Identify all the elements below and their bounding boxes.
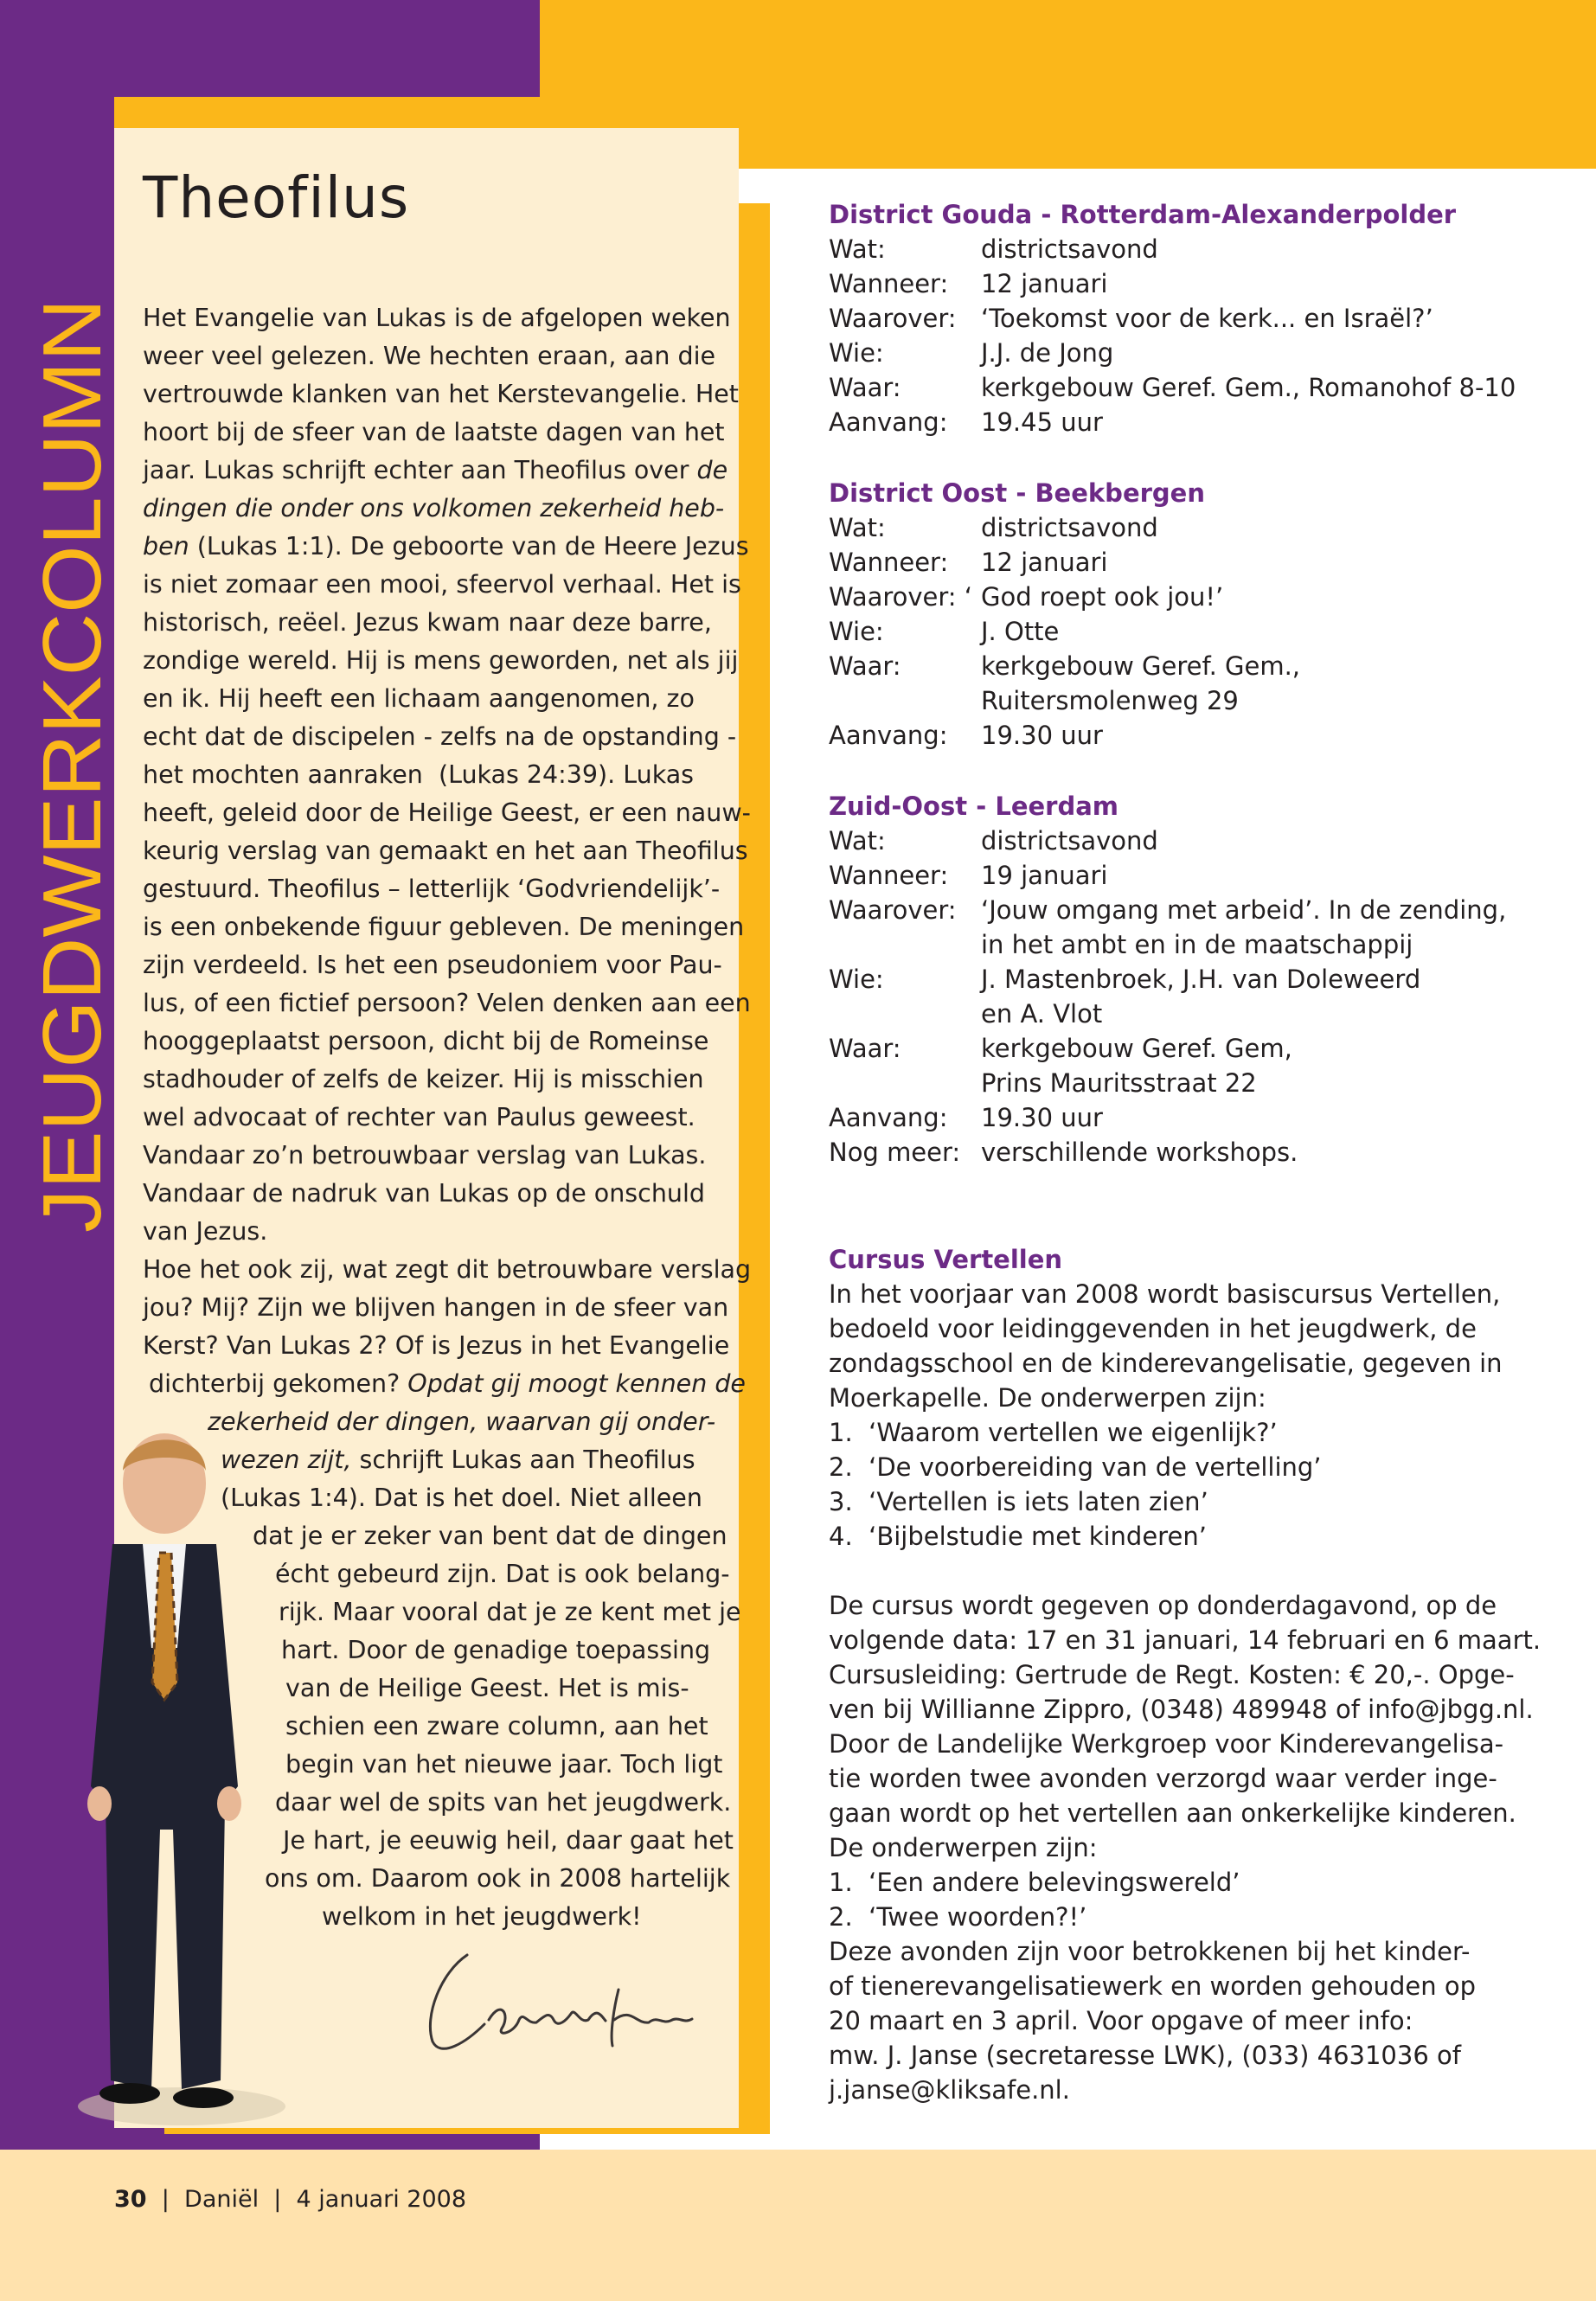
event-label: Waar:	[829, 1034, 901, 1063]
article-quote: zekerheid der dingen, waarvan gij onder-	[208, 1407, 716, 1436]
article-line: ons om. Daarom ook in 2008 hartelijk	[265, 1864, 731, 1893]
event-value: J. Mastenbroek, J.H. van Doleweerd	[981, 965, 1421, 994]
event-value: Ruitersmolenweg 29	[981, 686, 1239, 715]
event-value: en A. Vlot	[981, 999, 1103, 1029]
cursus-line: volgende data: 17 en 31 januari, 14 februari en 6 maart.	[829, 1625, 1542, 1655]
cursus-line: mw. J. Janse (secretaresse LWK), (033) 4631036 of	[829, 2041, 1461, 2070]
event-value: 19 januari	[981, 861, 1108, 890]
event-title: District Gouda - Rotterdam-Alexanderpolder	[829, 200, 1457, 229]
event-value: 19.45 uur	[981, 407, 1103, 437]
event-value: Prins Mauritsstraat 22	[981, 1068, 1257, 1098]
cursus-title: Cursus Vertellen	[829, 1245, 1063, 1274]
person-photo	[52, 1423, 277, 2132]
article-line: van Jezus.	[143, 1217, 268, 1246]
article-text: schrijft Lukas aan Theofilus	[351, 1445, 695, 1474]
cursus-line: De cursus wordt gegeven op donderdagavond, op de	[829, 1591, 1497, 1620]
article-line: gestuurd. Theofilus – letterlijk ‘Godvriendelijk’-	[143, 875, 721, 903]
event-label: Waarover:	[829, 895, 957, 925]
article-line: zijn verdeeld. Is het een pseudoniem voor Pau-	[143, 951, 722, 979]
article-line: dat je er zeker van bent dat de dingen	[253, 1522, 727, 1550]
column-label	[26, 298, 119, 1233]
article-line: Vandaar zo’n betrouwbaar verslag van Lukas.	[143, 1141, 707, 1170]
article-line: daar wel de spits van het jeugdwerk.	[275, 1788, 732, 1817]
cursus-line: bedoeld voor leidinggevenden in het jeugdwerk, de	[829, 1314, 1477, 1343]
article-quote: ben	[143, 532, 189, 561]
cursus-line: De onderwerpen zijn:	[829, 1833, 1098, 1862]
event-value: districtsavond	[981, 513, 1158, 542]
article-line: het mochten aanraken (Lukas 24:39). Lukas	[143, 760, 695, 789]
article-line: Kerst? Van Lukas 2? Of is Jezus in het Evangelie	[143, 1331, 730, 1360]
article-line: Hoe het ook zij, wat zegt dit betrouwbare verslag	[143, 1255, 752, 1284]
cursus-line: zondagsschool en de kinderevangelisatie, gegeven in	[829, 1349, 1503, 1378]
event-label: Aanvang:	[829, 1103, 948, 1132]
article-line: lus, of een fictief persoon? Velen denken aan een	[143, 989, 751, 1017]
page-footer	[114, 2186, 466, 2213]
event-value: J. Otte	[981, 617, 1060, 646]
article-line: van de Heilige Geest. Het is mis-	[285, 1674, 689, 1702]
cursus-line: 2. ‘De voorbereiding van de vertelling’	[829, 1452, 1322, 1482]
event-value: kerkgebouw Geref. Gem., Romanohof 8-10	[981, 373, 1516, 402]
article-line: hoort bij de sfeer van de laatste dagen van het	[143, 418, 725, 446]
magazine-name: Daniël	[184, 2186, 260, 2213]
event-value: districtsavond	[981, 826, 1158, 856]
article-line	[149, 1365, 746, 1403]
event-label: Waar:	[829, 651, 901, 681]
article-line: historisch, reëel. Jezus kwam naar deze barre,	[143, 608, 712, 637]
event-value: ‘Toekomst voor de kerk... en Israël?’	[981, 304, 1433, 333]
article-line: écht gebeurd zijn. Dat is ook belang-	[275, 1560, 730, 1588]
article-line: is een onbekende figuur gebleven. De meningen	[143, 913, 745, 941]
article-line: zondige wereld. Hij is mens geworden, net als jij	[143, 646, 739, 675]
cursus-line: 3. ‘Vertellen is iets laten zien’	[829, 1487, 1208, 1516]
cursus-line: ven bij Willianne Zippro, (0348) 489948 of info@jbgg.nl.	[829, 1695, 1534, 1724]
article-line: wel advocaat of rechter van Paulus geweest.	[143, 1103, 695, 1131]
cursus-line: tie worden twee avonden verzorgd waar verder inge-	[829, 1764, 1497, 1793]
signature	[407, 1938, 709, 2067]
article-line: hart. Door de genadige toepassing	[281, 1636, 711, 1664]
article-line: stadhouder of zelfs de keizer. Hij is misschien	[143, 1065, 704, 1093]
article-title: Theofilus	[143, 164, 410, 231]
event-label: Wie:	[829, 617, 884, 646]
event-value: kerkgebouw Geref. Gem.,	[981, 651, 1301, 681]
event-label: Wanneer:	[829, 269, 949, 298]
article-line: heeft, geleid door de Heilige Geest, er een nauw-	[143, 798, 751, 827]
article-text: (Lukas 1:1). De geboorte van de Heere Jezus	[189, 532, 749, 561]
article-line: begin van het nieuwe jaar. Toch ligt	[285, 1750, 723, 1779]
event-value: kerkgebouw Geref. Gem,	[981, 1034, 1292, 1063]
cursus-line: j.janse@kliksafe.nl.	[829, 2075, 1070, 2105]
cursus-line: Moerkapelle. De onderwerpen zijn:	[829, 1383, 1266, 1413]
page-number: 30	[114, 2186, 147, 2213]
cursus-line: of tienerevangelisatiewerk en worden gehouden op	[829, 1971, 1477, 2001]
article-line	[143, 452, 727, 490]
event-label: Aanvang:	[829, 407, 948, 437]
article-line	[143, 528, 749, 566]
event-label: Wat:	[829, 826, 886, 856]
article-line	[143, 490, 724, 528]
cursus-line: 1. ‘Waarom vertellen we eigenlijk?’	[829, 1418, 1278, 1447]
article-quote: Opdat gij moogt kennen de	[400, 1369, 746, 1398]
event-label: Wanneer:	[829, 548, 949, 577]
cursus-line: gaan wordt op het vertellen aan onkerkelijke kinderen.	[829, 1798, 1516, 1828]
event-label: Waarover: ‘	[829, 582, 973, 612]
article-line: weer veel gelezen. We hechten eraan, aan die	[143, 342, 716, 370]
article-line: schien een zware column, aan het	[285, 1712, 708, 1740]
event-value: 12 januari	[981, 548, 1108, 577]
event-label: Waarover:	[829, 304, 957, 333]
footer-separator: |	[161, 2186, 170, 2213]
article-line	[221, 1441, 695, 1479]
cursus-line: 4. ‘Bijbelstudie met kinderen’	[829, 1522, 1207, 1551]
article-line: hooggeplaatst persoon, dicht bij de Romeinse	[143, 1027, 709, 1055]
cursus-line: 2. ‘Twee woorden?!’	[829, 1902, 1087, 1932]
footer-band	[0, 2150, 1596, 2301]
event-value: ‘Jouw omgang met arbeid’. In de zending,	[981, 895, 1507, 925]
cursus-line: In het voorjaar van 2008 wordt basiscursus Vertellen,	[829, 1279, 1501, 1309]
event-label: Aanvang:	[829, 721, 948, 750]
cursus-line: 1. ‘Een andere belevingswereld’	[829, 1868, 1240, 1897]
event-label: Waar:	[829, 373, 901, 402]
article-line	[208, 1403, 715, 1441]
article-line: jou? Mij? Zijn we blijven hangen in de sfeer van	[143, 1293, 729, 1322]
cursus-line: Deze avonden zijn voor betrokkenen bij het kinder-	[829, 1937, 1471, 1966]
article-line: en ik. Hij heeft een lichaam aangenomen, zo	[143, 684, 695, 713]
article-line: welkom in het jeugdwerk!	[322, 1902, 642, 1931]
cursus-line: Door de Landelijke Werkgroep voor Kinderevangelisa-	[829, 1729, 1504, 1759]
event-label: Wanneer:	[829, 861, 949, 890]
event-value: 19.30 uur	[981, 1103, 1103, 1132]
event-value: districtsavond	[981, 234, 1158, 264]
article-line: Je hart, je eeuwig heil, daar gaat het	[283, 1826, 734, 1855]
article-line: Het Evangelie van Lukas is de afgelopen weken	[143, 304, 731, 332]
event-label: Wie:	[829, 338, 884, 368]
cursus-line: 20 maart en 3 april. Voor opgave of meer info:	[829, 2006, 1413, 2035]
event-value: J.J. de Jong	[981, 338, 1114, 368]
article-line: (Lukas 1:4). Dat is het doel. Niet alleen	[221, 1484, 702, 1512]
event-value: verschillende workshops.	[981, 1138, 1298, 1167]
article-line: Vandaar de nadruk van Lukas op de onschuld	[143, 1179, 705, 1208]
event-label: Nog meer:	[829, 1138, 961, 1167]
article-text: jaar. Lukas schrijft echter aan Theofilus over	[143, 456, 689, 484]
footer-separator: |	[273, 2186, 282, 2213]
article-quote: wezen zijt,	[221, 1445, 352, 1474]
event-value: 12 januari	[981, 269, 1108, 298]
article-quote: de	[696, 456, 728, 484]
yellow-strip	[114, 97, 540, 131]
column-label-text: JEUGDWERKCOLUMN	[26, 342, 119, 1233]
event-label: Wie:	[829, 965, 884, 994]
event-value: 19.30 uur	[981, 721, 1103, 750]
event-label: Wat:	[829, 234, 886, 264]
event-label: Wat:	[829, 513, 886, 542]
issue-date: 4 januari 2008	[296, 2186, 467, 2213]
event-title: District Oost - Beekbergen	[829, 478, 1205, 508]
article-text: dichterbij gekomen?	[149, 1369, 401, 1398]
article-line: echt dat de discipelen - zelfs na de opstanding -	[143, 722, 737, 751]
article-line: vertrouwde klanken van het Kerstevangelie. Het	[143, 380, 739, 408]
event-value: in het ambt en in de maatschappij	[981, 930, 1413, 959]
article-line: rijk. Maar vooral dat je ze kent met je	[279, 1598, 741, 1626]
article-line: keurig verslag van gemaakt en het aan Theofilus	[143, 836, 748, 865]
cursus-line: Cursusleiding: Gertrude de Regt. Kosten: € 20,-. Opge-	[829, 1660, 1515, 1689]
article-quote: dingen die onder ons volkomen zekerheid heb-	[143, 494, 725, 522]
event-value: God roept ook jou!’	[981, 582, 1224, 612]
article-line: is niet zomaar een mooi, sfeervol verhaal. Het is	[143, 570, 741, 599]
event-title: Zuid-Oost - Leerdam	[829, 792, 1119, 821]
